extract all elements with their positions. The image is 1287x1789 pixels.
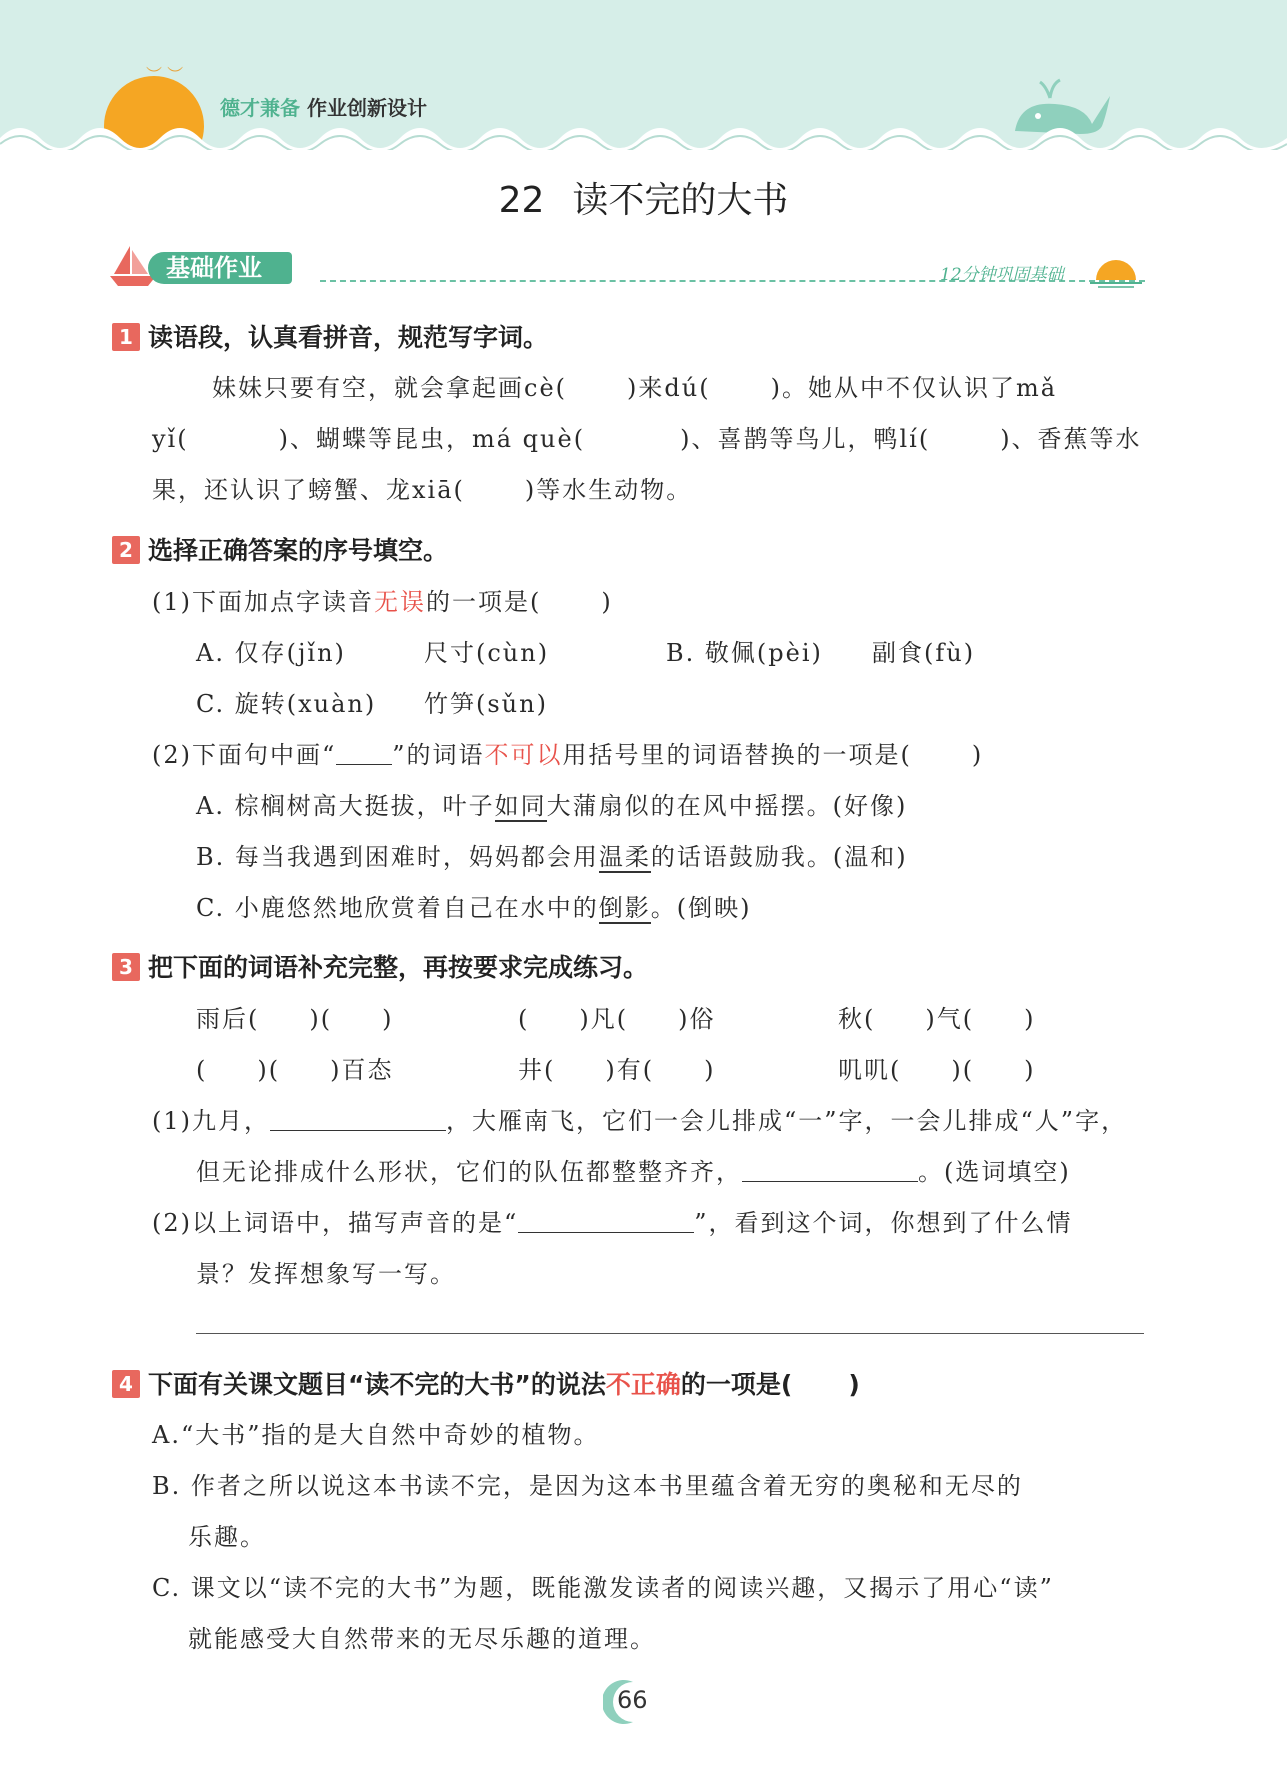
page-number-text: 66 <box>617 1686 648 1714</box>
lesson-title: 读不完的大书 <box>572 180 789 221</box>
question-4-heading <box>112 1365 860 1401</box>
text: )( <box>951 1056 975 1084</box>
pinyin: dú <box>664 374 700 402</box>
q4-option-b-cont <box>188 1517 266 1552</box>
option-text: 副食(fù) <box>872 639 976 667</box>
q3-word-3 <box>838 999 1035 1034</box>
option-text: 乐趣。 <box>188 1523 266 1551</box>
birds-icon: ︶ ︶ <box>146 65 184 84</box>
question-3-heading <box>112 948 648 984</box>
q1-line-2: yǐ( )、蝴蝶等昆虫，má què( )、喜鹊等鸟儿，鸭lí( )、香蕉等水 <box>152 425 1142 453</box>
q4-option-c <box>152 1568 1054 1603</box>
option-text: 竹笋(sǔn) <box>424 690 548 718</box>
question-prompt: ) <box>848 1370 860 1399</box>
page-title <box>0 172 1287 223</box>
q2-option-a <box>196 633 346 668</box>
text: 等水生动物。 <box>536 476 693 504</box>
page-header <box>0 0 1287 150</box>
question-number: 2 <box>112 536 140 564</box>
q2-sub-2 <box>152 735 983 770</box>
pinyin: má què <box>471 425 574 453</box>
text: )有( <box>605 1056 655 1084</box>
text: ) <box>1024 1056 1036 1084</box>
emphasis: 不正确 <box>605 1370 681 1399</box>
page-number <box>597 1676 667 1732</box>
text: 的一项是( <box>426 588 542 616</box>
pinyin: mǎ <box>1015 374 1058 402</box>
text: )凡( <box>579 1005 629 1033</box>
q3-word-2 <box>518 999 715 1034</box>
q2-choice-a <box>196 786 907 821</box>
text: ) <box>971 741 984 769</box>
q3-word-1 <box>196 999 393 1034</box>
text: 果，还认识了螃蟹、龙 <box>152 476 412 504</box>
option-text: C. 课文以“读不完的大书”为题，既能激发读者的阅读兴趣，又揭示了用心“读” <box>152 1574 1054 1602</box>
pinyin: xiā <box>412 476 454 504</box>
q2-option-b <box>666 633 823 668</box>
q4-option-b <box>152 1466 1023 1501</box>
q2-option-a2 <box>424 633 549 668</box>
q4-option-a <box>152 1415 600 1450</box>
section-time: 12分钟巩固基础 <box>940 265 1064 285</box>
question-prompt: 下面有关课文题目“读不完的大书”的说法 <box>148 1370 606 1399</box>
text: (1)下面加点字读音 <box>152 588 374 616</box>
text: ) <box>601 588 613 616</box>
q3-sub-1-cont <box>196 1152 1071 1187</box>
question-number: 1 <box>112 323 140 351</box>
q2-choice-b <box>196 837 908 872</box>
text: 雨后( <box>196 1005 260 1033</box>
q3-word-6 <box>838 1050 1035 1085</box>
q2-option-b2 <box>872 633 975 668</box>
q2-option-c2 <box>424 684 548 719</box>
text: )气( <box>925 1005 975 1033</box>
option-text: 尺寸(cùn) <box>424 639 550 667</box>
pinyin: lí <box>899 425 919 453</box>
option-text: A. 仅存(jǐn) <box>196 639 346 667</box>
text: (1)九月， <box>152 1107 270 1135</box>
q2-sub-1 <box>152 582 613 617</box>
question-prompt: 选择正确答案的序号填空。 <box>148 536 449 565</box>
option-text: A.“大书”指的是大自然中奇妙的植物。 <box>152 1421 600 1449</box>
text: )( <box>257 1056 281 1084</box>
text: 井( <box>518 1056 556 1084</box>
text: 。她从中不仅认识了 <box>781 374 1016 402</box>
text: 。(选词填空) <box>918 1158 1071 1186</box>
text: 但无论排成什么形状，它们的队伍都整整齐齐， <box>196 1158 742 1186</box>
text: ( <box>196 1056 208 1084</box>
question-prompt: 的一项是( <box>680 1370 793 1399</box>
text: 的话语鼓励我。(温和) <box>650 843 908 871</box>
wave-border <box>0 118 1287 150</box>
q3-word-5 <box>518 1050 715 1085</box>
question-prompt: 读语段，认真看拼音，规范写字词。 <box>148 323 549 352</box>
brand-green: 德才兼备 <box>220 96 300 120</box>
q3-sub-2 <box>152 1203 1073 1238</box>
text: ) <box>704 1056 716 1084</box>
text: C. 小鹿悠然地欣赏着自己在水中的 <box>196 894 599 922</box>
pinyin: yǐ <box>152 425 178 453</box>
question-2-heading <box>112 531 448 567</box>
brand-black: 作业创新设计 <box>306 96 427 120</box>
option-text: 就能感受大自然带来的无尽乐趣的道理。 <box>188 1625 656 1653</box>
text: 用括号里的词语替换的一项是( <box>562 741 912 769</box>
option-text: C. 旋转(xuàn) <box>196 690 377 718</box>
emphasis: 无误 <box>374 588 426 616</box>
q2-choice-c <box>196 888 752 923</box>
q1-line-3: 果，还认识了螃蟹、龙xiā( )等水生动物。 <box>152 476 693 504</box>
text: )俗 <box>678 1005 716 1033</box>
q3-sub-1 <box>152 1101 1127 1136</box>
text: (2)下面句中画“ <box>152 741 337 769</box>
q2-option-c <box>196 684 376 719</box>
text: 叽叽( <box>838 1056 902 1084</box>
text: ，大雁南飞，它们一会儿排成“一”字，一会儿排成“人”字， <box>446 1107 1128 1135</box>
q4-option-c-cont <box>188 1619 656 1654</box>
text: 景？发挥想象写一写。 <box>196 1260 456 1288</box>
text: ) <box>1024 1005 1036 1033</box>
section-label: 基础作业 <box>148 252 292 284</box>
text: )( <box>309 1005 333 1033</box>
text: 、喜鹊等鸟儿，鸭 <box>691 425 900 453</box>
text: 大蒲扇似的在风中摇摆。(好像) <box>546 792 908 820</box>
q3-word-4 <box>196 1050 393 1085</box>
text: ( <box>518 1005 530 1033</box>
underlined-word: 倒影 <box>598 894 651 922</box>
text: 、蝴蝶等昆虫， <box>289 425 472 453</box>
option-text: B. 作者之所以说这本书读不完，是因为这本书里蕴含着无穷的奥秘和无尽的 <box>152 1472 1023 1500</box>
question-number: 3 <box>112 953 140 981</box>
question-1-heading <box>112 318 548 354</box>
underlined-word: 温柔 <box>598 843 651 871</box>
text: ”的词语 <box>392 741 485 769</box>
emphasis: 不可以 <box>484 741 563 769</box>
text: )百态 <box>330 1056 394 1084</box>
pinyin: cè <box>524 374 556 402</box>
text: ”，看到这个词，你想到了什么情 <box>694 1209 1073 1237</box>
brand-title <box>220 92 427 121</box>
option-text: B. 敬佩(pèi) <box>666 639 823 667</box>
q3-sub-2-cont <box>196 1254 456 1289</box>
text: ) <box>382 1005 394 1033</box>
question-number: 4 <box>112 1370 140 1398</box>
lesson-number: 22 <box>498 180 545 221</box>
underlined-word: 如同 <box>494 792 547 820</box>
text: 秋( <box>838 1005 876 1033</box>
answer-line[interactable] <box>196 1333 1144 1334</box>
sunset-icon <box>1090 254 1142 288</box>
text: 、香蕉等水 <box>1011 425 1142 453</box>
question-prompt: 把下面的词语补充完整，再按要求完成练习。 <box>148 953 649 982</box>
text: (2)以上词语中，描写声音的是“ <box>152 1209 519 1237</box>
text: A. 棕榈树高大挺拔，叶子 <box>196 792 495 820</box>
q1-line-1: 妹妹只要有空，就会拿起画cè( )来dú( )。她从中不仅认识了mǎ <box>212 374 1058 402</box>
text: 妹妹只要有空，就会拿起画 <box>212 374 524 402</box>
text: 。(倒映) <box>650 894 752 922</box>
text: B. 每当我遇到困难时，妈妈都会用 <box>196 843 599 871</box>
text: 来 <box>638 374 665 402</box>
